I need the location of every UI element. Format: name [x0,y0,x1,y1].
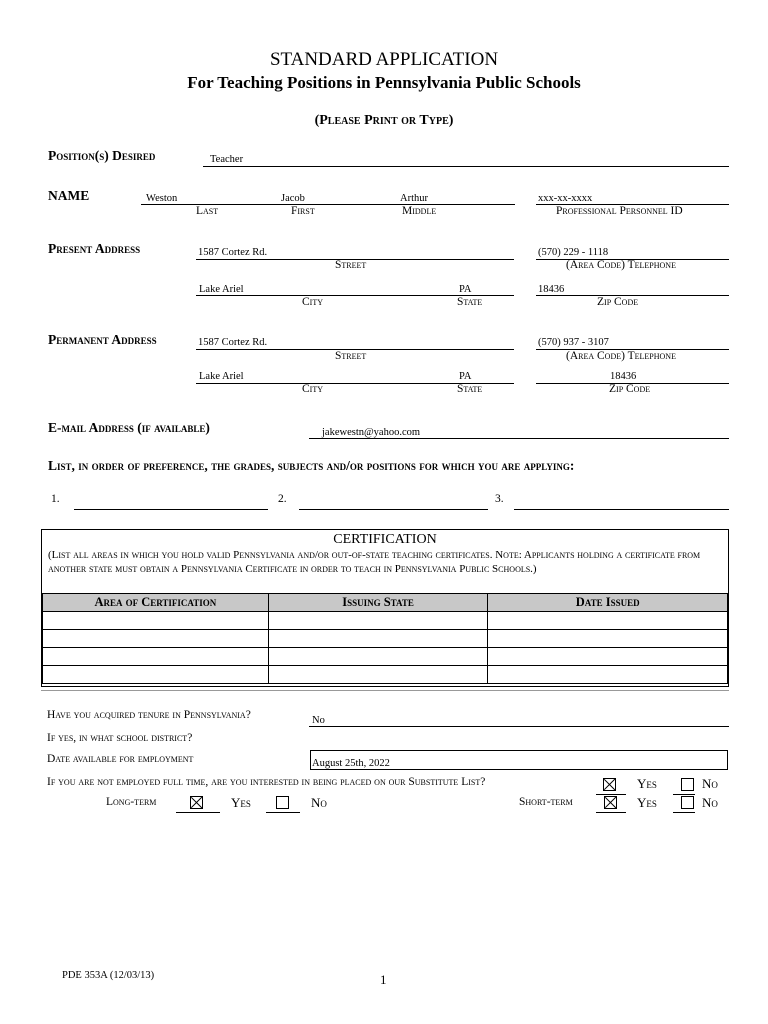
short-term-no-checkbox[interactable] [681,796,694,809]
short-term-no-label: No [702,795,718,810]
short-term-yes-checkbox[interactable] [604,796,617,809]
form-instruction: (Please Print or Type) [314,113,454,128]
position-line [203,166,729,167]
column-state-header: Issuing State [268,594,488,612]
long-term-yes-checkbox[interactable] [190,796,203,809]
permanent-street-caption: Street [335,350,367,362]
page-number: 1 [380,972,387,987]
email-value[interactable]: jakewestn@yahoo.com [322,427,421,438]
short-term-yes-label: Yes [637,795,657,810]
present-zip-value[interactable]: 18436 [538,284,565,295]
substitute-no-label: No [702,776,718,791]
permanent-city-caption: City [302,383,323,395]
permanent-phone-caption: (Area Code) Telephone [566,350,676,362]
permanent-street-value[interactable]: 1587 Cortez Rd. [198,337,268,348]
permanent-zip-value[interactable]: 18436 [610,371,637,382]
preferences-label: List, in order of preference, the grades, subjects and/or positions for which you are applying: [48,458,575,473]
preference-2-number: 2. [278,493,287,505]
table-row [43,666,728,684]
date-available-label: Date available for employment [47,753,194,765]
certification-section [41,529,729,687]
preference-2-line[interactable] [299,509,488,510]
substitute-yes-checkbox[interactable] [603,778,616,791]
table-cell[interactable] [268,648,488,666]
preference-1-line[interactable] [74,509,268,510]
certification-table [42,593,728,684]
table-cell[interactable] [43,612,269,630]
long-term-no-checkbox[interactable] [276,796,289,809]
present-street-caption: Street [335,259,367,271]
middle-caption: Middle [402,205,437,217]
permanent-address-label: Permanent Address [48,332,157,347]
last-caption: Last [196,205,219,217]
preference-3-number: 3. [495,493,504,505]
name-label: NAME [48,188,90,203]
present-phone-value[interactable]: (570) 229 - 1118 [538,247,609,258]
section-divider [41,690,729,691]
substitute-no-line [673,794,695,795]
table-cell[interactable] [488,648,728,666]
present-state-value[interactable]: PA [459,284,472,295]
email-label: E-mail Address (if available) [48,420,210,435]
last-name-value[interactable]: Weston [146,193,178,204]
permanent-state-caption: State [457,383,483,395]
table-cell[interactable] [43,666,269,684]
column-area-header: Area of Certification [43,594,269,612]
permanent-city-value[interactable]: Lake Ariel [199,371,244,382]
preference-1-number: 1. [51,493,60,505]
table-cell[interactable] [268,666,488,684]
id-caption: Professional Personnel ID [556,205,683,217]
present-address-label: Present Address [48,241,141,256]
first-caption: First [291,205,315,217]
form-id: PDE 353A (12/03/13) [62,970,155,981]
substitute-yes-line [596,794,626,795]
district-label: If yes, in what school district? [47,732,193,744]
present-city-value[interactable]: Lake Ariel [199,284,244,295]
form-title: STANDARD APPLICATION [269,49,499,70]
form-subtitle: For Teaching Positions in Pennsylvania Public Schools [187,73,581,92]
middle-name-value[interactable]: Arthur [400,193,428,204]
substitute-no-checkbox[interactable] [681,778,694,791]
short-term-yes-line [596,812,626,813]
personnel-id-value[interactable]: xxx-xx-xxxx [538,193,593,204]
present-state-caption: State [457,296,483,308]
table-cell[interactable] [43,630,269,648]
tenure-value[interactable]: No [312,715,325,726]
table-row [43,612,728,630]
present-street-value[interactable]: 1587 Cortez Rd. [198,247,268,258]
long-term-no-label: No [311,795,327,810]
substitute-question: If you are not employed full time, are you interested in being placed on our Substitute List? [47,776,486,788]
table-cell[interactable] [488,666,728,684]
position-value[interactable]: Teacher [210,154,244,165]
first-name-value[interactable]: Jacob [281,193,305,204]
present-city-caption: City [302,296,323,308]
tenure-line [309,726,729,727]
date-available-value: August 25th, 2022 [312,758,390,769]
present-zip-caption: Zip Code [597,296,639,308]
tenure-label: Have you acquired tenure in Pennsylvania? [47,709,251,721]
table-cell[interactable] [488,630,728,648]
certification-note: (List all areas in which you hold valid Pennsylvania and/or out-of-state teaching certificates. Note: Applicants holding a certificate from another state must obtain a Pennsylvania Certificate in order to teach in Pennsylvania Public Schools.) [48,549,701,575]
permanent-zip-caption: Zip Code [609,383,651,395]
certification-title: CERTIFICATION [333,532,437,547]
present-phone-caption: (Area Code) Telephone [566,259,676,271]
table-cell[interactable] [268,630,488,648]
long-term-label: Long-term [106,796,157,808]
table-row [43,630,728,648]
table-cell[interactable] [268,612,488,630]
substitute-yes-label: Yes [637,776,657,791]
certification-header-row [43,594,728,612]
table-cell[interactable] [43,648,269,666]
long-term-no-line [266,812,300,813]
long-term-yes-line [176,812,220,813]
table-cell[interactable] [488,612,728,630]
preference-3-line[interactable] [514,509,729,510]
short-term-label: Short-term [519,796,573,808]
position-label: Position(s) Desired [48,148,156,163]
permanent-state-value[interactable]: PA [459,371,472,382]
email-line [309,438,729,439]
column-date-header: Date Issued [488,594,728,612]
table-row [43,648,728,666]
long-term-yes-label: Yes [231,795,251,810]
permanent-phone-value[interactable]: (570) 937 - 3107 [538,337,609,348]
short-term-no-line [673,812,695,813]
